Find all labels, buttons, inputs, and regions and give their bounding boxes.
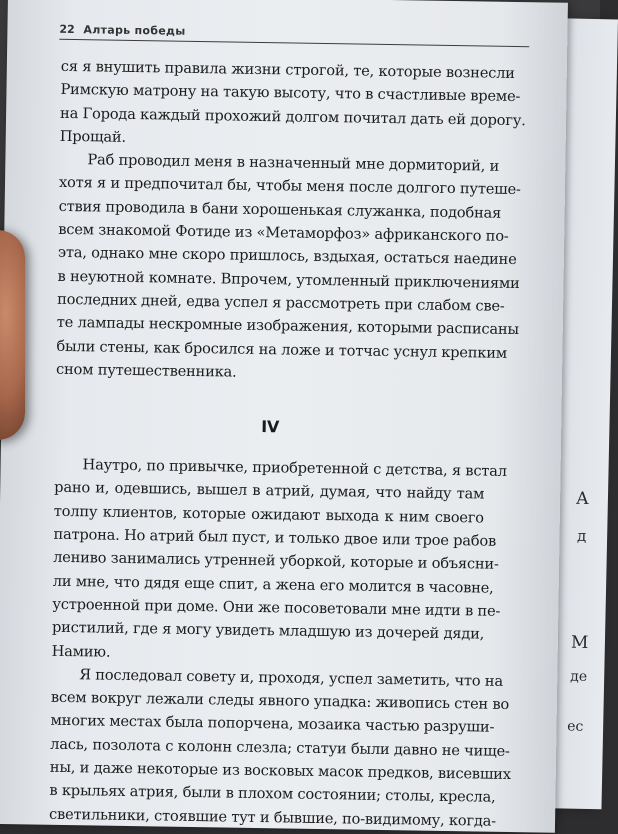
chapter-heading: IV bbox=[261, 417, 280, 437]
text-line: Я последовал совету и, проходя, успел заметить, что на bbox=[79, 666, 504, 690]
text-line: ристилий, где я могу увидеть младшую из дочерей дяди, bbox=[51, 619, 485, 643]
text-line: эта, однако мне скоро пришлось, вздыхая, остаться наедине bbox=[57, 244, 517, 269]
thumb bbox=[0, 230, 25, 440]
text-line: на Города каждый прохожий долгом почитал дать ей дорогу. bbox=[60, 104, 526, 129]
text-line: Наутро, по привычке, приобретенной с детства, я встал bbox=[82, 456, 507, 481]
text-line: хотя я и предпочитал бы, чтобы меня после долгого путеше- bbox=[58, 174, 521, 199]
text-line: рано и, одевшись, вышел в атрий, думая, что найду там bbox=[54, 479, 485, 503]
facing-page-fragment: А bbox=[575, 488, 590, 509]
text-line: лениво занимались утренней уборкой, которые и объясни- bbox=[53, 549, 499, 574]
facing-page-fragment: ес bbox=[566, 718, 584, 735]
text-line: были стены, как бросился на ложе и тотчас уснул крепким bbox=[56, 337, 508, 362]
text-line: всем вокруг лежали следы явного упадка: живопись стен во bbox=[50, 688, 510, 714]
text-line: лась, позолота с колонн слезла; статуи были давно не чище- bbox=[50, 735, 510, 760]
facing-page-fragment: М bbox=[570, 632, 589, 653]
text-line: Прощай. bbox=[59, 127, 126, 146]
text-line: многих местах была попорчена, мозаика частью разруши- bbox=[50, 712, 495, 737]
running-title: Алтарь победы bbox=[83, 23, 186, 38]
facing-page-fragment: д bbox=[576, 526, 587, 545]
text-line: толпу клиентов, которые ожидают выхода к ним своего bbox=[53, 502, 484, 527]
text-line: Римскую матрону на такую высоту, что в счастливые време- bbox=[60, 81, 521, 106]
facing-page-fragment: де bbox=[570, 668, 588, 685]
text-line: сном путешественника. bbox=[55, 360, 237, 381]
text-line: Намию. bbox=[51, 642, 111, 661]
text-line: светильники, стоявшие тут и бывшие, по-видимому, когда- bbox=[48, 805, 497, 830]
text-line: патрона. Но атрий был пуст, и только двое или трое рабов bbox=[53, 525, 497, 550]
text-line: устроенной при доме. Они же посоветовали мне идти в пе- bbox=[52, 595, 501, 620]
text-line: Раб проводил меня в назначенный мне дормиторий, и bbox=[87, 151, 500, 175]
body-text bbox=[48, 55, 526, 833]
text-line: ли мне, что дядя еще спит, а жена его молится в часовне, bbox=[52, 572, 494, 597]
text-line: последних дней, едва успел я рассмотреть при слабом све- bbox=[57, 290, 505, 315]
text-line: ствия проводила в бани хорошенькая служанка, подобная bbox=[58, 197, 502, 222]
page-header bbox=[59, 19, 529, 47]
text-line: в крыльях атрия, были в плохом состоянии; столы, кресла, bbox=[49, 782, 496, 807]
text-line: в неуютной комнате. Впрочем, утомленный приключениями bbox=[57, 267, 520, 292]
text-line: всем знакомой Фотиде из «Метаморфоз» африканского по- bbox=[58, 220, 509, 245]
text-line: ся я внушить правила жизни строгой, те, которые вознесли bbox=[60, 57, 515, 82]
text-line: те лампады нескромные изображения, которыми расписаны bbox=[56, 314, 520, 339]
page-number: 22 bbox=[59, 22, 75, 37]
text-line: ны, и даже некоторые из восковых масок предков, висевших bbox=[49, 758, 511, 784]
